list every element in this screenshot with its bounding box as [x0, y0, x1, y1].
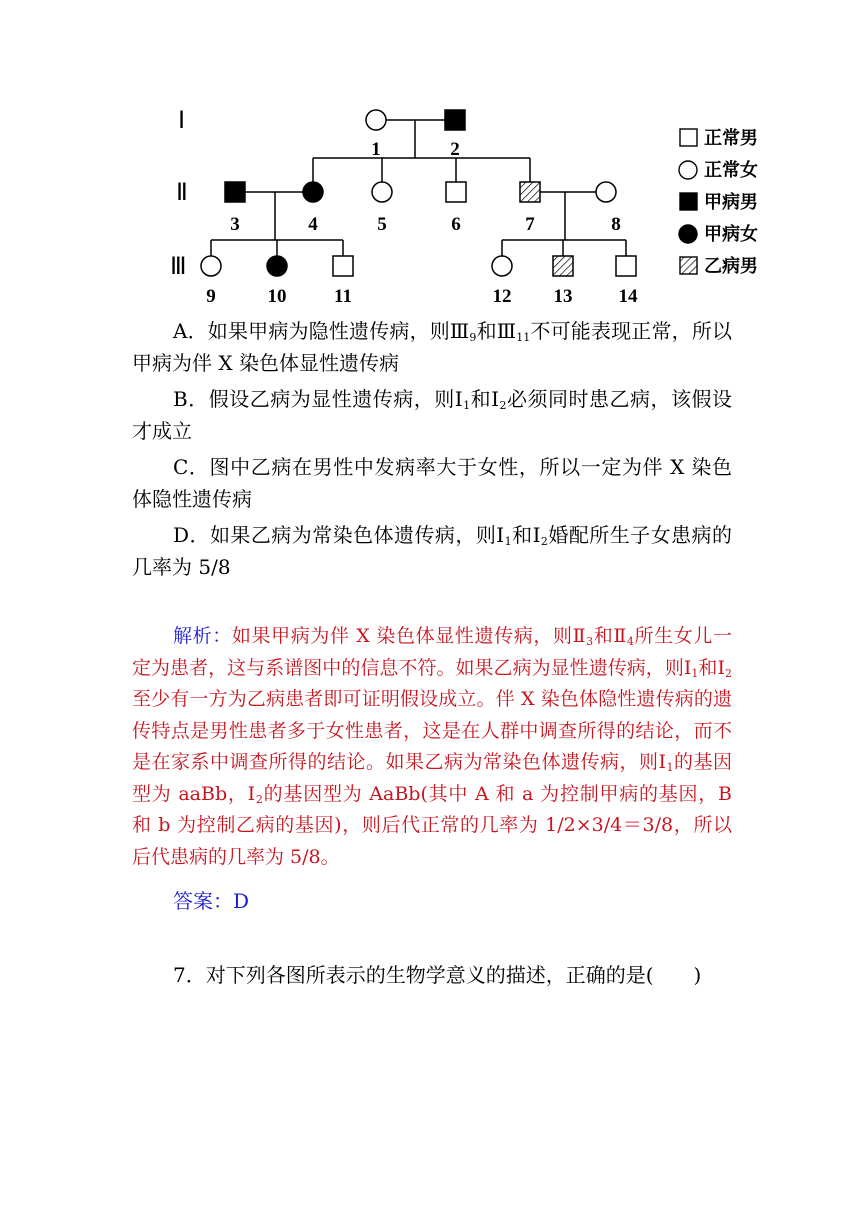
individual-number: 5	[377, 214, 387, 235]
individual-12	[492, 256, 512, 276]
individual-8	[596, 182, 616, 202]
individual-13	[553, 256, 573, 276]
individual-4	[303, 182, 323, 202]
individual-number: 6	[451, 214, 461, 235]
option-c: C．图中乙病在男性中发病率大于女性，所以一定为伴 X 染色体隐性遗传病	[132, 455, 732, 511]
analysis-label: 解析：	[173, 625, 232, 647]
answer-line	[132, 885, 732, 917]
individual-number: 13	[553, 286, 573, 307]
generation-label: Ⅱ	[176, 180, 188, 206]
option-d: D．如果乙病为常染色体遗传病，则$Ⅰ_1$和$Ⅰ_2$婚配所生子女患病的几率为 5/8	[132, 523, 733, 579]
individual-10	[267, 256, 287, 276]
individual-number: 8	[611, 214, 621, 235]
individual-2	[445, 110, 465, 130]
individual-5	[372, 182, 392, 202]
pedigree-chart	[160, 95, 780, 315]
individual-number: 10	[267, 286, 287, 307]
individual-11	[333, 256, 353, 276]
legend-disease-a-female-icon	[679, 225, 697, 243]
option-b: B．假设乙病为显性遗传病，则$Ⅰ_1$和$Ⅰ_2$必须同时患乙病，该假设才成立	[132, 387, 732, 443]
legend-disease-b-male-icon	[680, 257, 697, 274]
individual-number: 7	[525, 214, 535, 235]
legend-label: 正常男	[704, 128, 758, 149]
generation-label: Ⅲ	[170, 254, 187, 280]
legend-label: 乙病男	[704, 256, 758, 277]
individual-number: 4	[308, 214, 318, 235]
individual-number: 14	[618, 286, 638, 307]
legend-label: 正常女	[704, 160, 758, 181]
individual-1	[366, 110, 386, 130]
analysis-paragraph: 解析：如果甲病为伴 X 染色体显性遗传病，则$Ⅱ_3$和$Ⅱ_4$所生女儿一定为患者，这与系谱图中的信息不符。如果乙病为显性遗传病，则$Ⅰ_1$和$Ⅰ_2$至少有一方为乙病患者即可证明假设成立。伴 X 染色体隐性遗传病的遗传特点是男性患者多于女性患者，这是在人群中调查所得的结论，而不是在家系中调查所得的结论。如果乙病为常染色体遗传病，则$Ⅰ_1$的基因型为 aaBb，$Ⅰ_2$的基因型为 AaBb(其中 A 和 a 为控制甲病的基因，B 和 b 为控制乙病的基因)，则后代正常的几率为 1/2×3/4＝3/8，所以后代患病的几率为 5/8。	[132, 625, 733, 868]
individual-9	[201, 256, 221, 276]
individual-number: 12	[492, 286, 512, 307]
legend	[679, 127, 758, 277]
legend-disease-a-male-icon	[680, 193, 697, 210]
individual-number: 1	[371, 139, 381, 160]
individual-number: 11	[334, 286, 352, 307]
legend-normal-male-icon	[680, 129, 697, 146]
option-a: A．如果甲病为隐性遗传病，则$Ⅲ_9$和$Ⅲ_{11}$不可能表现正常，所以甲病为伴 X 染色体显性遗传病	[132, 319, 733, 375]
individual-14	[616, 256, 636, 276]
individual-7	[520, 182, 540, 202]
answer-label: 答案：	[173, 889, 233, 913]
legend-label: 甲病男	[704, 192, 758, 213]
legend-label: 甲病女	[704, 224, 758, 245]
individual-number: 2	[450, 139, 460, 160]
individual-number: 3	[230, 214, 240, 235]
individual-6	[446, 182, 466, 202]
individual-3	[225, 182, 245, 202]
individual-number: 9	[206, 286, 216, 307]
generation-label: Ⅰ	[178, 108, 186, 134]
answer-value: D	[233, 889, 250, 913]
legend-normal-female-icon	[679, 161, 697, 179]
question-7: 7．对下列各图所表示的生物学意义的描述，正确的是( )	[173, 963, 702, 987]
